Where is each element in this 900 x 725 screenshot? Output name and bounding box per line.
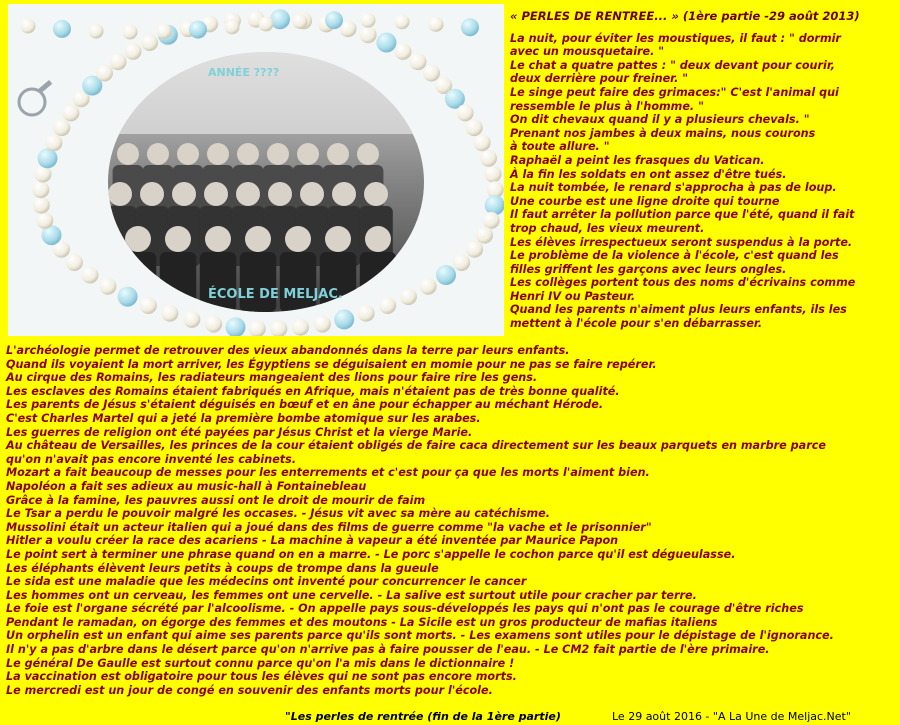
text-line: Quand ils voyaient la mort arriver, les Égyptiens se déguisaient en momie pour ne pas se faire repérer. <box>6 357 657 371</box>
photo-caption-bottom: ÉCOLE DE MELJAC. <box>208 287 343 302</box>
pearl-bead <box>466 241 483 258</box>
pearl-bead <box>53 20 71 38</box>
pearl-bead <box>400 288 417 305</box>
pearl-bead <box>89 24 104 39</box>
pearl-bead <box>110 53 127 70</box>
pearl-bead <box>205 316 222 333</box>
student-head <box>364 182 388 206</box>
bottom-text-block <box>6 344 898 697</box>
illustration-photo <box>8 4 504 336</box>
pearl-bead <box>125 43 142 60</box>
text-line: La nuit, pour éviter les moustiques, il faut : " dormir <box>510 31 841 45</box>
pearl-bead <box>466 119 483 136</box>
student-head <box>285 226 311 252</box>
student-head <box>205 226 231 252</box>
pearl-bead <box>225 19 240 34</box>
text-line: mettent à l'école pour s'en débarrasser. <box>510 317 763 331</box>
text-line: Le problème de la violence à l'école, c'est quand les <box>510 249 839 263</box>
pearl-bead <box>33 197 50 214</box>
pearl-bead <box>99 278 116 295</box>
pearl-bead <box>36 212 53 229</box>
pearl-bead <box>358 305 375 322</box>
text-line: Il n'y a pas d'arbre dans le désert parce qu'on n'arrive pas à faire pousser de l'eau. - Le CM2 fait partie de l'ère primaire. <box>6 643 770 657</box>
pearl-bead <box>32 181 49 198</box>
text-line: Napoléon a fait ses adieux au music-hall à Fontainebleau <box>6 479 367 493</box>
pearl-bead <box>140 297 157 314</box>
pearl-bead <box>461 18 479 36</box>
text-line: Le général De Gaulle est surtout connu parce qu'on l'a mis dans le dictionnaire ! <box>6 656 515 670</box>
text-line: Quand les parents n'aiment plus leurs enfants, ils les <box>510 303 847 317</box>
text-line: À la fin les soldats en ont assez d'être tués. <box>510 167 787 181</box>
pearl-bead <box>259 16 274 31</box>
aqua-bead <box>38 148 58 168</box>
pearl-bead <box>474 134 491 151</box>
aqua-bead <box>118 287 138 307</box>
text-line: deux derrière pour freiner. " <box>510 72 689 86</box>
pearl-bead <box>410 53 427 70</box>
pearl-bead <box>292 319 309 336</box>
pearl-bead <box>189 21 207 39</box>
pearl-bead <box>141 34 158 51</box>
page-title: « PERLES DE RENTREE... » (1ère partie -29 août 2013) <box>510 9 860 23</box>
student-head <box>365 226 391 252</box>
necklace-photo <box>8 4 504 336</box>
text-line: Mozart a fait beaucoup de messes pour les enterrements et c'est pour ça que les morts l'aiment bien. <box>6 466 650 480</box>
pearl-bead <box>53 119 70 136</box>
pearl-bead <box>361 13 376 28</box>
pearl-bead <box>161 305 178 322</box>
text-line: trop chaud, les vieux meurent. <box>510 221 705 235</box>
pearl-bead <box>420 278 437 295</box>
text-line: Grâce à la famine, les pauvres aussi ont le droit de mourir de faim <box>6 493 426 507</box>
text-line: Une courbe est une ligne droite qui tourne <box>510 194 780 208</box>
text-line: Un orphelin est un enfant qui aime ses parents parce qu'ils sont morts. - Les examens sont utiles pour le dépistage de l'ignorance. <box>6 629 834 643</box>
text-line: Les parents de Jésus s'étaient déguisés en bœuf et en âne pour échapper au méchant Hérode. <box>6 398 604 412</box>
student-head <box>327 143 349 165</box>
text-line: qu'on n'avait pas encore inventé les cabinets. <box>6 452 297 466</box>
aqua-bead <box>376 33 396 53</box>
pearl-bead <box>325 11 343 29</box>
pearl-bead <box>123 24 138 39</box>
text-line: Les élèves irrespectueux seront suspendus à la porte. <box>510 235 853 249</box>
text-line: Il faut arrêter la pollution parce que l'été, quand il fait <box>510 208 855 222</box>
aqua-bead <box>334 309 354 329</box>
pearl-bead <box>423 65 440 82</box>
student-head <box>267 143 289 165</box>
text-line: Au château de Versailles, les princes de la cour étaient obligés de faire caca directement sur les beaux parquets en marbre parce <box>6 439 826 453</box>
aqua-bead <box>436 265 456 285</box>
text-line: Hitler a voulu créer la race des acariens - La machine à vapeur a été inventée par Maurice Papon <box>6 534 619 548</box>
pearl-bead <box>483 212 500 229</box>
student-head <box>237 143 259 165</box>
text-line: Le singe peut faire des grimaces:" C'est l'animal qui <box>510 85 839 99</box>
text-line: C'est Charles Martel qui a jeté la première bombe atomique sur les arabes. <box>6 411 481 425</box>
text-line: Henri IV ou Pasteur. <box>510 289 636 303</box>
student-head <box>172 182 196 206</box>
student-head <box>268 182 292 206</box>
text-line: Les guerres de religion ont été payées par Jésus Christ et la vierge Marie. <box>6 425 473 439</box>
text-line: Les collèges portent tous des noms d'écrivains comme <box>510 276 856 290</box>
pearl-bead <box>476 227 493 244</box>
text-line: Le Tsar a perdu le pouvoir malgré les occases. - Jésus vit avec sa mère au catéchisme. <box>6 507 550 521</box>
student-head <box>108 182 132 206</box>
student-head <box>165 226 191 252</box>
student-head <box>300 182 324 206</box>
text-line: Mussolini était un acteur italien qui a joué dans des films de guerre comme "la vache et le prisonnier" <box>6 520 652 534</box>
pearl-bead <box>96 65 113 82</box>
text-line: On dit chevaux quand il y a plusieurs chevals. " <box>510 113 810 127</box>
text-line: Au cirque des Romains, les radiateurs mangeaient des lions pour faire rire les gens. <box>6 371 538 385</box>
text-line: Les hommes ont un cerveau, les femmes ont une cervelle. - La salive est surtout utile pour cracher par terre. <box>6 588 697 602</box>
pearl-bead <box>62 104 79 121</box>
student-head <box>140 182 164 206</box>
student-head <box>117 143 139 165</box>
bottom-lines-list <box>6 344 898 697</box>
text-line: avec un mousquetaire. " <box>510 45 665 59</box>
text-line: ressemble le plus à l'homme. " <box>510 99 704 113</box>
text-line: La nuit tombée, le renard s'approcha à pas de loup. <box>510 181 837 195</box>
pearl-bead <box>485 166 502 183</box>
pearl-bead <box>395 14 410 29</box>
student-body <box>240 252 276 312</box>
student-head <box>357 143 379 165</box>
pearl-bead <box>314 316 331 333</box>
student-head <box>207 143 229 165</box>
pearl-bead <box>21 19 36 34</box>
pearl-bead <box>293 14 308 29</box>
text-line: Le chat a quatre pattes : " deux devant pour courir, <box>510 58 835 72</box>
pearl-bead <box>360 26 377 43</box>
right-lines-list <box>510 32 898 331</box>
footer-credit: Le 29 août 2016 - "A La Une de Meljac.Net" <box>612 710 851 723</box>
aqua-bead <box>485 195 504 215</box>
text-line: L'archéologie permet de retrouver des vieux abandonnés dans la terre par leurs enfants. <box>6 344 570 357</box>
student-head <box>325 226 351 252</box>
student-head <box>332 182 356 206</box>
text-line: Le point sert à terminer une phrase quand on en a marre. - Le porc s'appelle le cochon parce qu'il est dégueulasse. <box>6 547 736 561</box>
pearl-bead <box>457 104 474 121</box>
student-head <box>204 182 228 206</box>
pearl-bead <box>157 24 172 39</box>
pearl-bead <box>480 150 497 167</box>
student-head <box>297 143 319 165</box>
footer-caption: "Les perles de rentrée (fin de la 1ère partie) <box>285 710 561 723</box>
pearl-bead <box>395 43 412 60</box>
right-text-column <box>510 10 898 331</box>
pearl-bead <box>45 134 62 151</box>
text-line: Prenant nos jambes à deux mains, nous courons <box>510 126 816 140</box>
text-line: Pendant le ramadan, on égorge des femmes et des moutons - La Sicile est un gros producteur de mafias italiens <box>6 615 718 629</box>
pearl-bead <box>82 267 99 284</box>
text-line: La vaccination est obligatoire pour tous les élèves qui ne sont pas encore morts. <box>6 670 517 684</box>
text-line: Les éléphants élèvent leurs petits à coups de trompe dans la gueule <box>6 561 439 575</box>
student-head <box>245 226 271 252</box>
student-head <box>236 182 260 206</box>
pearl-bead <box>66 254 83 271</box>
student-head <box>177 143 199 165</box>
text-line: Les esclaves des Romains étaient fabriqués en Afrique, mais n'étaient pas de très bonne qualité. <box>6 384 620 398</box>
text-line: à toute allure. " <box>510 140 610 154</box>
footer <box>0 708 900 724</box>
text-line: Le mercredi est un jour de congé en souvenir des enfants morts pour l'école. <box>6 683 493 697</box>
student-body <box>280 252 316 312</box>
student-head <box>147 143 169 165</box>
pearl-bead <box>429 17 444 32</box>
photo-caption-top: ANNÉE ???? <box>208 66 280 79</box>
text-line: Le sida est une maladie que les médecins ont inventé pour concurrencer le cancer <box>6 575 527 589</box>
text-line: filles griffent les garçons avec leurs ongles. <box>510 262 787 276</box>
pearl-bead <box>183 311 200 328</box>
pearl-bead <box>379 297 396 314</box>
text-line: Le foie est l'organe sécrété par l'alcoolisme. - On appelle pays sous-développés les pays qui n'ont pas le courage d'être riches <box>6 602 804 616</box>
text-line: Raphaël a peint les frasques du Vatican. <box>510 153 765 167</box>
pearl-bead <box>453 254 470 271</box>
